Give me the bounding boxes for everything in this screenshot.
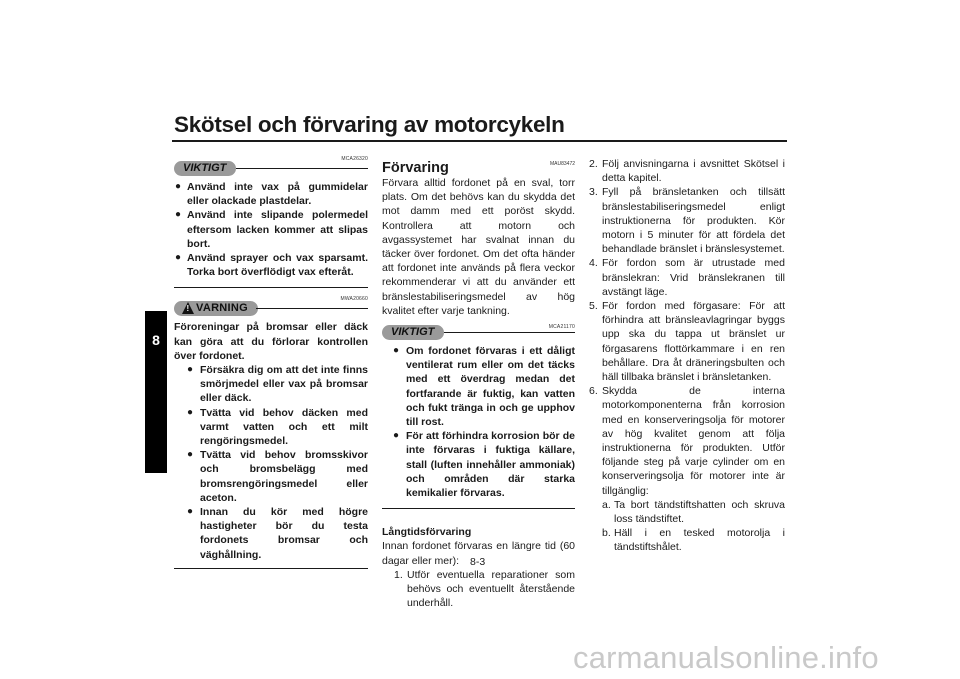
title-rule (172, 140, 787, 142)
list-item: ● Använd inte slipande polermedel eftersom lacken kommer att slipas bort. (175, 209, 368, 250)
list-item: a. Ta bort tändstiftshatten och skruva loss tändstiftet. (602, 498, 785, 526)
bullet-icon: ● (187, 364, 194, 376)
list-item: 2. Följ anvisningarna i avsnittet Skötsel i detta kapitel. (589, 158, 785, 185)
section-code-row (382, 150, 575, 167)
step-list (589, 157, 785, 555)
column-left (174, 150, 368, 569)
list-item: 5. För fordon med förgasare: För att förhindra att bränsleavlagringar byggs upp ska du tappa ut bränslet ur förgasarens flottörkammare i en ren behållare. Dra åt dräneringsbulten och häll tillbaka bränslet i bränsletanken. (589, 300, 785, 384)
subsection-body: Innan fordonet förvaras en längre tid (60 dagar eller mer): (382, 540, 575, 567)
bullet-icon: ● (393, 345, 400, 357)
notice-end-rule (174, 287, 368, 288)
list-item: 3. Fyll på bränsletanken och tillsätt bränslestabiliseringsmedel enligt instruktionerna för produkten. Kör motorn i 5 minuter för att fördela det behandlade bränslet i bränslesystemet. (589, 186, 785, 256)
warning-label: ! VARNING (174, 301, 258, 316)
notice-end-rule (382, 508, 575, 509)
list-item: ● Om fordonet förvaras i ett dåligt ventilerat rum eller om det täcks med ett överdrag medan det fortfarande är fuktig, kan vatten och fukt tränga in och ge upphov till rost. (393, 345, 575, 429)
notice-label: VIKTIGT (382, 325, 444, 340)
section-code: MAU83472 (549, 161, 575, 167)
list-item: 6. Skydda de interna motorkomponenterna från korrosion med en konserveringsolja för motorer av hög kvalitet genom att följa instruktionerna för produkten. Utför följande steg på varje cylinder om en konserveringsolja för motorer inte är tillgänglig: a. Ta bort tändstiftshatten och skruva loss tändstiftet. b. Häll i en tesked motorolja i tändstiftshålet. (589, 385, 785, 554)
warning-end-rule (174, 568, 368, 569)
list-item: 4. För fordon som är utrustade med bränslekran: Vrid bränslekranen till avstängt läge. (589, 257, 785, 298)
page-title: Skötsel och förvaring av motorcykeln (174, 112, 565, 137)
chapter-number: 8 (152, 332, 160, 348)
notice-rule (236, 168, 368, 169)
list-item: ● Tvätta vid behov däcken med varmt vatten och ett milt rengöringsmedel. (187, 406, 368, 448)
notice-header (174, 150, 368, 180)
notice-code: MCA26320 (341, 156, 368, 162)
column-middle (382, 150, 575, 610)
list-item: 1. Utför eventuella reparationer som behövs och eventuellt återstående underhåll. (394, 568, 575, 610)
bullet-icon: ● (187, 406, 194, 418)
page-number: 8-3 (470, 556, 486, 568)
bullet-icon: ● (187, 449, 194, 461)
list-item: ● Innan du kör med högre hastigheter bör du testa fordonets bromsar och väghållning. (187, 506, 368, 561)
notice-header (382, 314, 575, 344)
watermark: carmanualsonline.info (573, 640, 879, 675)
list-item: ● För att förhindra korrosion bör de inte förvaras i fuktiga källare, stall (luften innehåller ammoniak) och områden där starka kemikalier förvaras. (393, 430, 575, 500)
bullet-icon: ● (187, 506, 194, 518)
bullet-icon: ● (175, 252, 182, 264)
notice-label: VIKTIGT (174, 161, 236, 176)
list-item: ● Använd sprayer och vax sparsamt. Torka bort överflödigt vax efteråt. (175, 252, 368, 279)
warning-code: MWA20660 (340, 296, 368, 303)
bullet-icon: ● (175, 181, 182, 192)
list-item: ● Försäkra dig om att det inte finns smörjmedel eller vax på bromsar eller däck. (187, 364, 368, 405)
bullet-icon: ● (175, 209, 182, 221)
notice-list (382, 344, 575, 500)
list-item: ● Tvätta vid behov bromsskivor och bromsbelägg med bromsrengöringsmedel eller aceton. (187, 449, 368, 504)
warning-list (174, 363, 368, 562)
warning-intro: Föroreningar på bromsar eller däck kan göra att du förlorar kontrollen över fordonet. (174, 321, 368, 362)
step-list (394, 568, 575, 611)
notice-list (174, 180, 368, 279)
warning-rule (256, 308, 368, 309)
notice-code: MCA21170 (548, 324, 575, 331)
substep-list (602, 498, 785, 555)
bullet-icon: ● (393, 430, 400, 442)
list-item: ● Använd inte vax på gummidelar eller olackade plastdelar. (175, 181, 368, 208)
column-right (589, 157, 785, 555)
subsection-heading: Långtidsförvaring (382, 526, 472, 539)
section-body: Förvara alltid fordonet på en sval, torr plats. Om det behövs kan du skydda det mot damm med ett poröst skydd. Kontrollera att motorn och avgassystemet har svalnat innan du täcker över fordonet. Om det ofta händer att fordonet inte används på flera veckor rekommenderar vi att du använder ett bränslestabiliseringsmedel av hög kvalitet efter varje tankning. (382, 177, 575, 317)
warning-header (174, 290, 368, 320)
section-heading: Förvaring (382, 160, 449, 176)
list-item: b. Häll i en tesked motorolja i tändstiftshålet. (602, 527, 785, 554)
